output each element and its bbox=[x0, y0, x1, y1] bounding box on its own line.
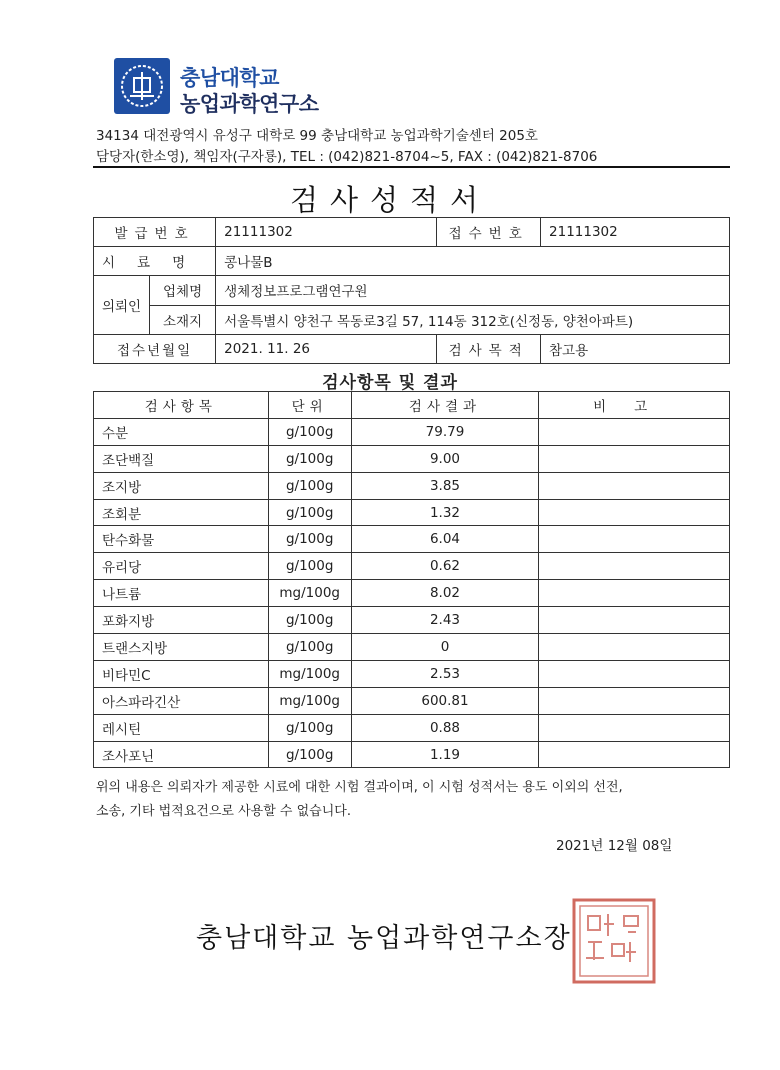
header-divider bbox=[93, 166, 730, 168]
result-unit: mg/100g bbox=[268, 580, 351, 607]
table-row bbox=[94, 634, 730, 661]
result-value: 1.32 bbox=[351, 499, 539, 526]
result-value: 2.53 bbox=[351, 660, 539, 687]
company-label: 업체명 bbox=[150, 276, 215, 306]
issue-no-label: 발급번호 bbox=[94, 218, 216, 247]
table-row bbox=[94, 526, 730, 553]
result-value: 6.04 bbox=[351, 526, 539, 553]
result-item: 조지방 bbox=[94, 472, 269, 499]
result-item: 레시틴 bbox=[94, 714, 269, 741]
result-unit: g/100g bbox=[268, 714, 351, 741]
receipt-date-label: 접수년월일 bbox=[94, 335, 216, 364]
header-unit: 단위 bbox=[268, 392, 351, 419]
contact-info: 담당자(한소영), 책임자(구자룡), TEL : (042)821-8704~5, FAX : (042)821-8706 bbox=[96, 149, 598, 165]
result-remark bbox=[539, 714, 730, 741]
issue-no: 21111302 bbox=[216, 218, 437, 247]
client-label: 의뢰인 bbox=[94, 276, 150, 334]
header-result: 검사결과 bbox=[351, 392, 539, 419]
note-line: 소송, 기타 법적요건으로 사용할 수 없습니다. bbox=[96, 804, 351, 819]
result-item: 유리당 bbox=[94, 553, 269, 580]
table-row bbox=[94, 335, 730, 364]
result-remark bbox=[539, 580, 730, 607]
results-subtitle: 검사항목 및 결과 bbox=[322, 373, 458, 393]
result-unit: g/100g bbox=[268, 741, 351, 768]
signer-name: 충남대학교 농업과학연구소장 bbox=[196, 923, 572, 954]
result-unit: g/100g bbox=[268, 553, 351, 580]
result-value: 9.00 bbox=[351, 445, 539, 472]
result-unit: g/100g bbox=[268, 472, 351, 499]
sample-name: 콩나물B bbox=[216, 247, 730, 276]
result-remark bbox=[539, 418, 730, 445]
result-unit: g/100g bbox=[268, 445, 351, 472]
result-remark bbox=[539, 634, 730, 661]
receipt-no-label: 접수번호 bbox=[437, 218, 541, 247]
result-item: 수분 bbox=[94, 418, 269, 445]
location-address: 서울특별시 양천구 목동로3길 57, 114동 312호(신정동, 양천아파트) bbox=[216, 305, 730, 335]
result-item: 아스파라긴산 bbox=[94, 687, 269, 714]
result-value: 600.81 bbox=[351, 687, 539, 714]
result-value: 8.02 bbox=[351, 580, 539, 607]
table-row bbox=[94, 218, 730, 247]
org-name-line2: 농업과학연구소 bbox=[180, 92, 319, 116]
table-row bbox=[94, 247, 730, 276]
result-remark bbox=[539, 741, 730, 768]
header-remark: 비고 bbox=[539, 392, 730, 419]
table-row bbox=[94, 580, 730, 607]
address: 34134 대전광역시 유성구 대학로 99 충남대학교 농업과학기술센터 205호 bbox=[96, 128, 538, 144]
official-seal bbox=[568, 896, 660, 986]
result-value: 2.43 bbox=[351, 607, 539, 634]
table-row bbox=[94, 714, 730, 741]
company-name: 생체정보프로그램연구원 bbox=[216, 276, 730, 306]
result-value: 0.62 bbox=[351, 553, 539, 580]
header-item: 검사항목 bbox=[94, 392, 269, 419]
result-value: 79.79 bbox=[351, 418, 539, 445]
result-unit: g/100g bbox=[268, 607, 351, 634]
disclaimer-note bbox=[96, 776, 623, 824]
table-row bbox=[94, 445, 730, 472]
result-unit: g/100g bbox=[268, 418, 351, 445]
info-table bbox=[93, 217, 730, 364]
result-remark bbox=[539, 687, 730, 714]
result-unit: g/100g bbox=[268, 499, 351, 526]
table-row bbox=[94, 607, 730, 634]
table-row bbox=[94, 472, 730, 499]
table-row bbox=[94, 660, 730, 687]
results-table bbox=[93, 391, 730, 768]
result-unit: mg/100g bbox=[268, 660, 351, 687]
receipt-date: 2021. 11. 26 bbox=[216, 335, 437, 364]
result-item: 조단백질 bbox=[94, 445, 269, 472]
purpose: 참고용 bbox=[541, 335, 730, 364]
result-value: 0.88 bbox=[351, 714, 539, 741]
result-item: 조회분 bbox=[94, 499, 269, 526]
result-remark bbox=[539, 472, 730, 499]
result-remark bbox=[539, 526, 730, 553]
result-remark bbox=[539, 660, 730, 687]
table-row bbox=[94, 741, 730, 768]
purpose-label: 검사목적 bbox=[437, 335, 541, 364]
result-value: 1.19 bbox=[351, 741, 539, 768]
document-title: 검사성적서 bbox=[289, 183, 491, 217]
org-name-line1: 충남대학교 bbox=[180, 66, 279, 90]
table-row bbox=[94, 499, 730, 526]
table-row bbox=[94, 276, 730, 306]
result-remark bbox=[539, 445, 730, 472]
receipt-no: 21111302 bbox=[541, 218, 730, 247]
issue-date: 2021년 12월 08일 bbox=[556, 838, 673, 854]
note-line: 위의 내용은 의뢰자가 제공한 시료에 대한 시험 결과이며, 이 시험 성적서는 용도 이외의 선전, bbox=[96, 780, 623, 795]
result-item: 비타민C bbox=[94, 660, 269, 687]
location-label: 소재지 bbox=[163, 313, 203, 330]
result-unit: g/100g bbox=[268, 634, 351, 661]
result-remark bbox=[539, 607, 730, 634]
table-row bbox=[94, 687, 730, 714]
table-row bbox=[94, 553, 730, 580]
result-value: 3.85 bbox=[351, 472, 539, 499]
result-item: 포화지방 bbox=[94, 607, 269, 634]
result-item: 트랜스지방 bbox=[94, 634, 269, 661]
result-remark bbox=[539, 553, 730, 580]
result-unit: mg/100g bbox=[268, 687, 351, 714]
university-logo bbox=[114, 58, 170, 114]
sample-label: 시료명 bbox=[94, 247, 216, 276]
result-value: 0 bbox=[351, 634, 539, 661]
table-row bbox=[94, 418, 730, 445]
result-remark bbox=[539, 499, 730, 526]
result-item: 나트륨 bbox=[94, 580, 269, 607]
result-unit: g/100g bbox=[268, 526, 351, 553]
results-header-row bbox=[94, 392, 730, 419]
result-item: 탄수화물 bbox=[94, 526, 269, 553]
result-item: 조사포닌 bbox=[94, 741, 269, 768]
